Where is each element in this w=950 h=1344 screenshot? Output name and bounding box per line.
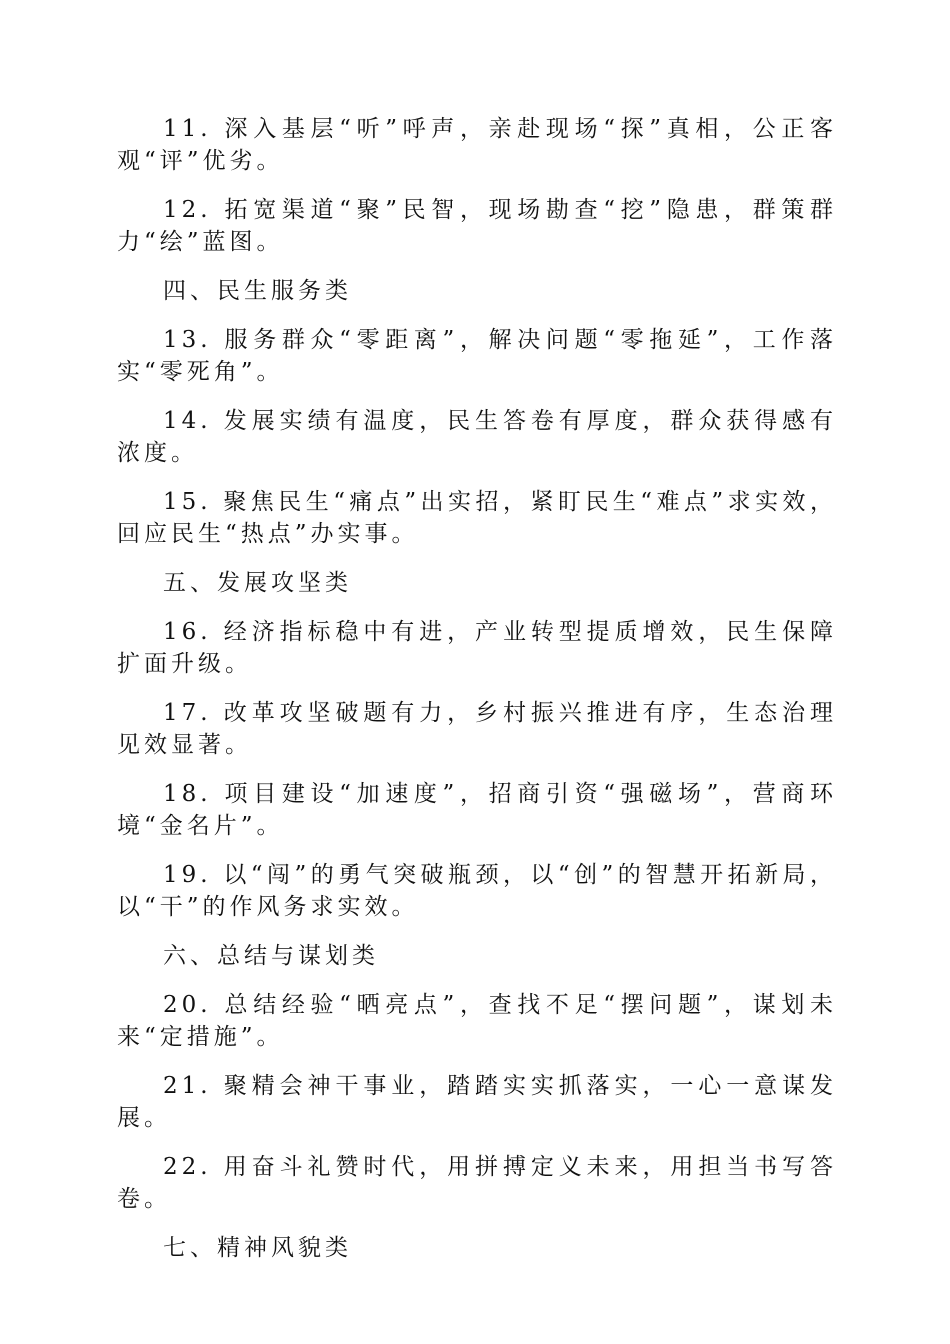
paragraph-item-11: 11. 深入基层“听”呼声，亲赴现场“探”真相，公正客观“评”优劣。 [117,116,837,174]
paragraph-item-14: 14. 发展实绩有温度，民生答卷有厚度，群众获得感有浓度。 [117,408,837,466]
paragraph-item-22: 22. 用奋斗礼赞时代，用拼搏定义未来，用担当书写答卷。 [117,1154,837,1212]
paragraph-item-16: 16. 经济指标稳中有进，产业转型提质增效，民生保障扩面升级。 [117,619,837,677]
paragraph-item-18: 18. 项目建设“加速度”，招商引资“强磁场”，营商环境“金名片”。 [117,781,837,839]
document-body [117,113,837,1281]
paragraph-item-13: 13. 服务群众“零距离”，解决问题“零拖延”，工作落实“零死角”。 [117,327,837,385]
paragraph-item-12: 12. 拓宽渠道“聚”民智，现场勘查“挖”隐患，群策群力“绘”蓝图。 [117,197,837,255]
paragraph-item-20: 20. 总结经验“晒亮点”，查找不足“摆问题”，谋划未来“定措施”。 [117,992,837,1050]
section-heading-5: 五、发展攻坚类 [163,570,352,596]
paragraph-item-15: 15. 聚焦民生“痛点”出实招，紧盯民生“难点”求实效，回应民生“热点”办实事。 [117,489,837,547]
section-heading-7: 七、精神风貌类 [163,1235,352,1261]
section-heading-6: 六、总结与谋划类 [163,943,379,969]
paragraph-item-19: 19. 以“闯”的勇气突破瓶颈，以“创”的智慧开拓新局，以“干”的作风务求实效。 [117,862,837,920]
section-heading-4: 四、民生服务类 [163,278,352,304]
paragraph-item-17: 17. 改革攻坚破题有力，乡村振兴推进有序，生态治理见效显著。 [117,700,837,758]
paragraph-item-21: 21. 聚精会神干事业，踏踏实实抓落实，一心一意谋发展。 [117,1073,837,1131]
